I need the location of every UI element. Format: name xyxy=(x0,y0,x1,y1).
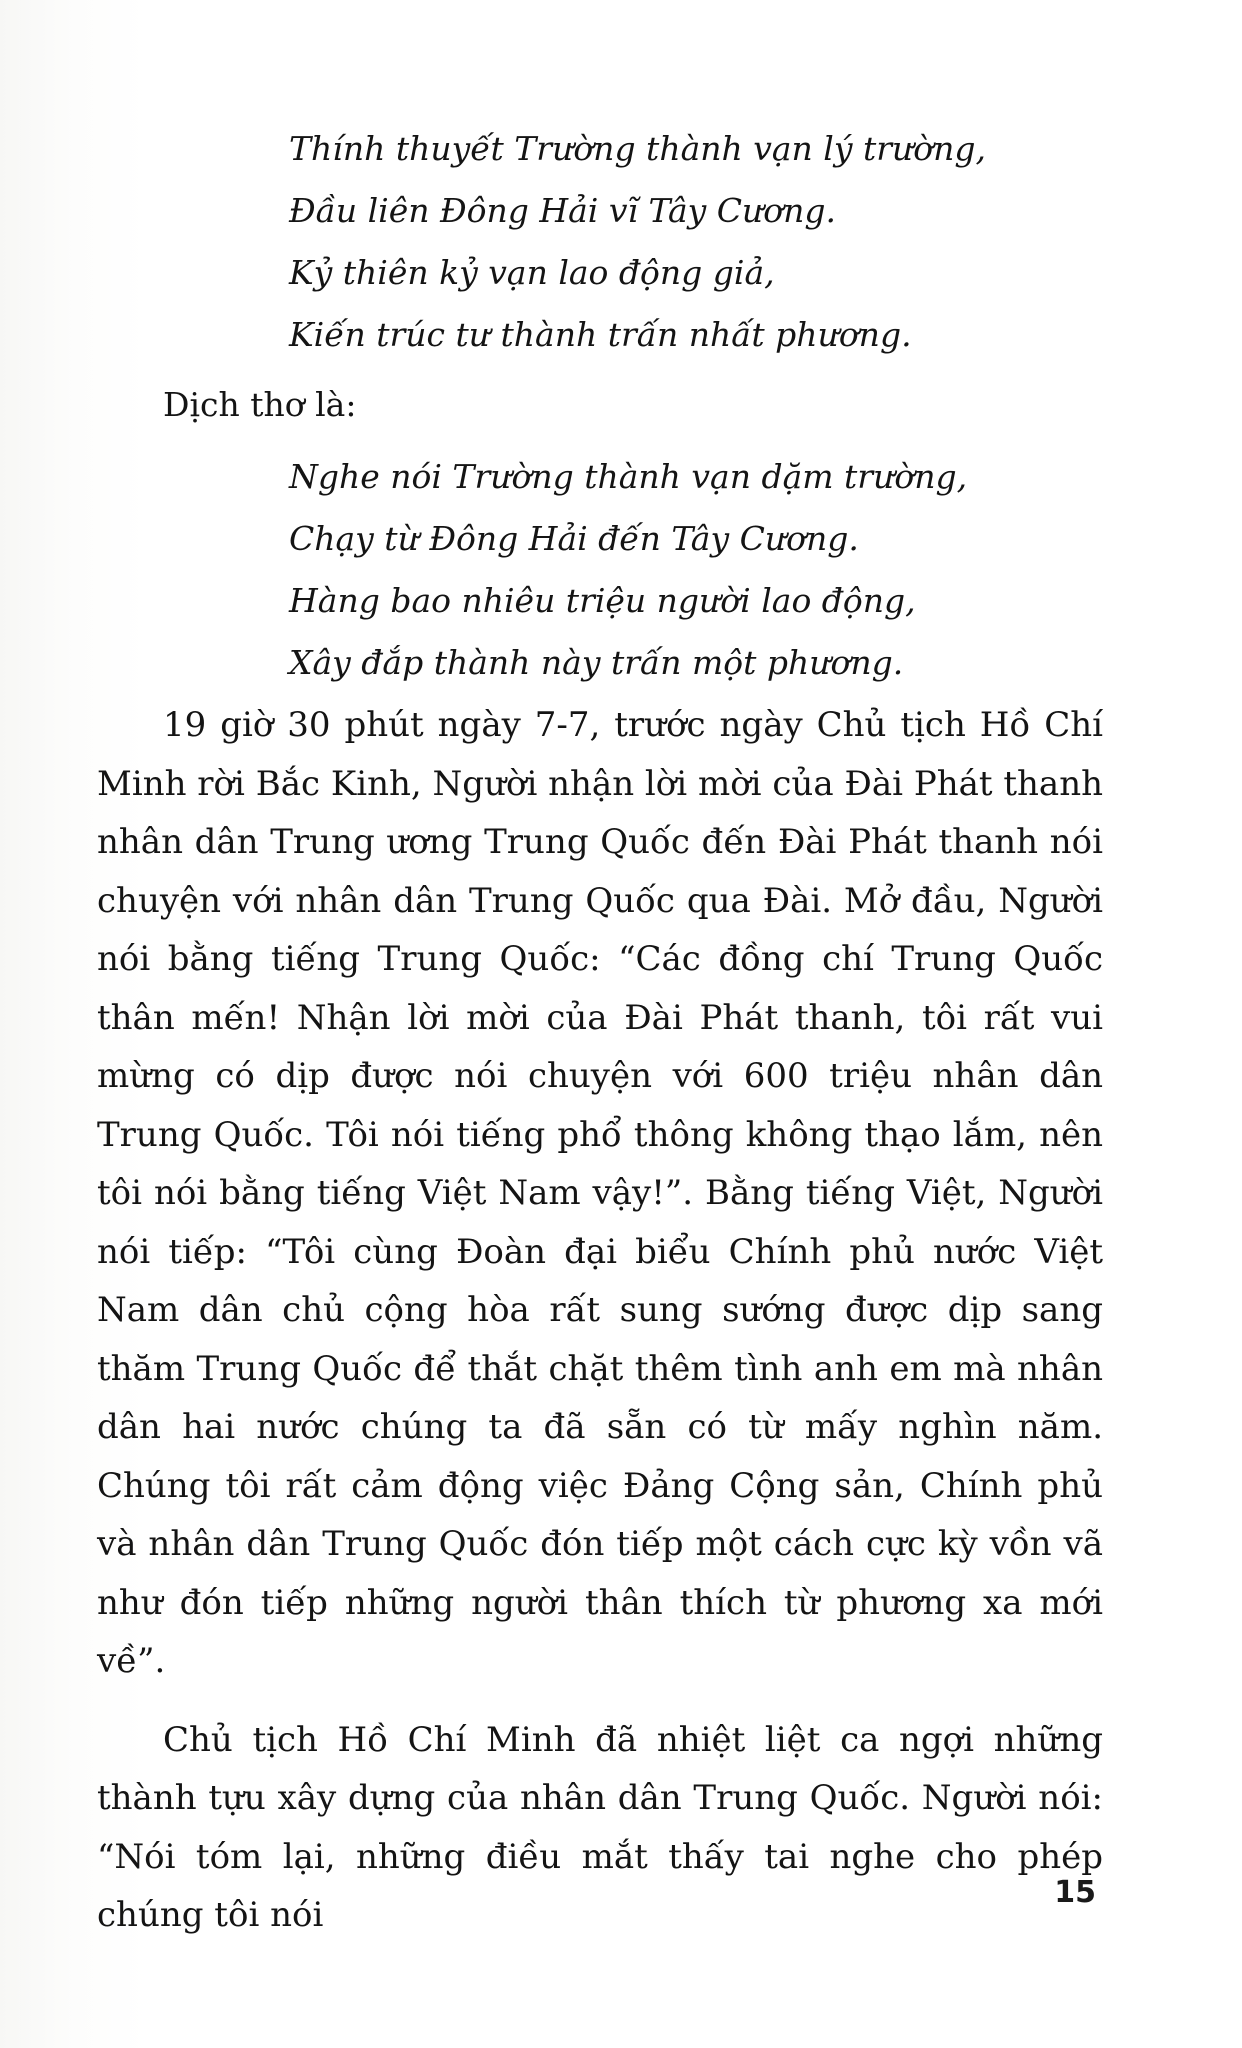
poem-line: Kỷ thiên kỷ vạn lao động giả, xyxy=(289,253,775,292)
page-number: 15 xyxy=(1054,1875,1096,1910)
poem-translation xyxy=(289,446,1103,694)
paragraph-achievements: Chủ tịch Hồ Chí Minh đã nhiệt liệt ca ngợi những thành tựu xây dựng của nhân dân Trung Quốc. Người nói: “Nói tóm lại, những điều mắt thấy tai nghe cho phép chúng tôi nói xyxy=(97,1719,1103,1935)
poem-line: Chạy từ Đông Hải đến Tây Cương. xyxy=(289,519,859,558)
poem-line: Đầu liên Đông Hải vĩ Tây Cương. xyxy=(289,191,837,230)
poem-line: Xây đắp thành này trấn một phương. xyxy=(289,643,904,682)
poem-line: Hàng bao nhiêu triệu người lao động, xyxy=(289,581,916,620)
poem-line: Nghe nói Trường thành vạn dặm trường, xyxy=(289,457,968,496)
poem-line: Kiến trúc tư thành trấn nhất phương. xyxy=(289,315,912,354)
poem-intro: Dịch thơ là: xyxy=(163,385,357,424)
paragraph-radio-speech: 19 giờ 30 phút ngày 7-7, trước ngày Chủ tịch Hồ Chí Minh rời Bắc Kinh, Người nhận lời mời của Đài Phát thanh nhân dân Trung ương Trung Quốc đến Đài Phát thanh nói chuyện với nhân dân Trung Quốc qua Đài. Mở đầu, Người nói bằng tiếng Trung Quốc: “Các đồng chí Trung Quốc thân mến! Nhận lời mời của Đài Phát thanh, tôi rất vui mừng có dịp được nói chuyện với 600 triệu nhân dân Trung Quốc. Tôi nói tiếng phổ thông không thạo lắm, nên tôi nói bằng tiếng Việt Nam vậy!”. Bằng tiếng Việt, Người nói tiếp: “Tôi cùng Đoàn đại biểu Chính phủ nước Việt Nam dân chủ cộng hòa rất sung sướng được dịp sang thăm Trung Quốc để thắt chặt thêm tình anh em mà nhân dân hai nước chúng ta đã sẵn có từ mấy nghìn năm. Chúng tôi rất cảm động việc Đảng Cộng sản, Chính phủ và nhân dân Trung Quốc đón tiếp một cách cực kỳ vồn vã như đón tiếp những người thân thích từ phương xa mới về”. xyxy=(97,705,1103,1681)
poem-original xyxy=(289,118,1103,366)
poem-line: Thính thuyết Trường thành vạn lý trường, xyxy=(289,129,987,168)
page-body xyxy=(97,118,1103,1945)
